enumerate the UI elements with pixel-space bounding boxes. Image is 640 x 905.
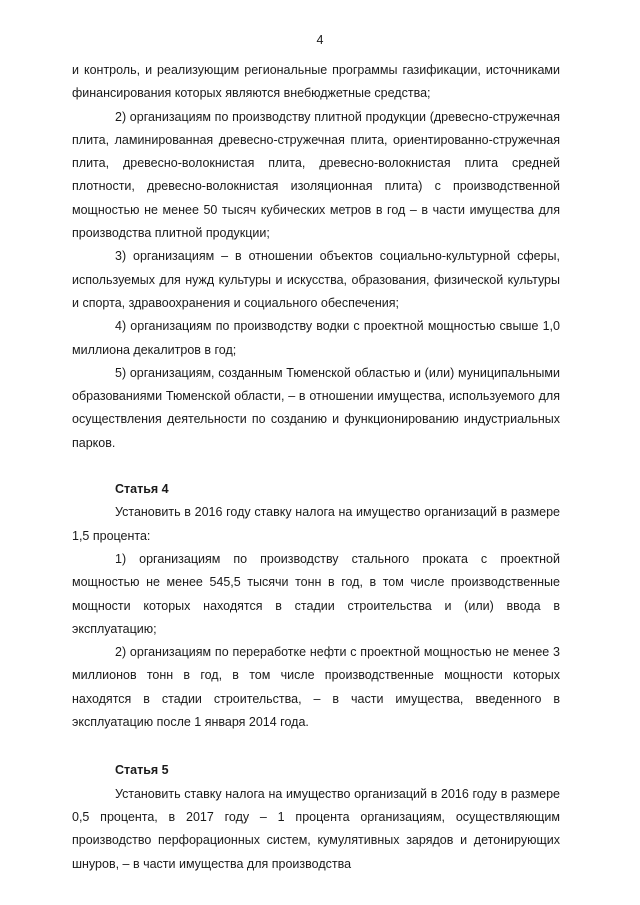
article-4-heading: Статья 4 bbox=[115, 482, 169, 497]
paragraph-item-1-continued: и контроль, и реализующим региональные программы газификации, источниками финансирования которых являются внебюджетные средства; bbox=[72, 63, 560, 101]
article-4-item-1: 1) организациям по производству стального проката с проектной мощностью не менее 545,5 тысячи тонн в год, в том числе производственные мощности которых находятся в стадии строительства и (или) ввода в эксплуатацию; bbox=[72, 551, 560, 636]
article-4-intro: Установить в 2016 году ставку налога на имущество организаций в размере 1,5 процента: bbox=[72, 505, 560, 543]
page-number: 4 bbox=[316, 33, 324, 47]
document-body bbox=[72, 59, 560, 876]
article-5-heading: Статья 5 bbox=[115, 763, 169, 778]
paragraph-item-2: 2) организациям по производству плитной продукции (древесно-стружечная плита, ламинированная древесно-стружечная плита, ориентированно-стружечная плита, древесно-волокнистая плита, древесно-волокнистая плита средней плотности, древесно-волокнистая изоляционная плита) с производственной мощностью не менее 50 тысяч кубических метров в год – в части имущества для производства плитной продукции; bbox=[72, 109, 560, 241]
paragraph-item-5: 5) организациям, созданным Тюменской областью и (или) муниципальными образованиями Тюменской области, – в отношении имущества, используемого для осуществления деятельности по созданию и функционированию индустриальных парков. bbox=[72, 365, 560, 450]
article-4-item-2: 2) организациям по переработке нефти с проектной мощностью не менее 3 миллионов тонн в год, в том числе производственные мощности которых находятся в стадии строительства, – в части имущества, введенного в эксплуатацию после 1 января 2014 года. bbox=[72, 645, 560, 730]
paragraph-item-4: 4) организациям по производству водки с проектной мощностью свыше 1,0 миллиона декалитров в год; bbox=[72, 319, 560, 357]
paragraph-item-3: 3) организациям – в отношении объектов социально-культурной сферы, используемых для нужд культуры и искусства, образования, физической культуры и спорта, здравоохранения и социального обеспечения; bbox=[72, 249, 560, 310]
article-5-text: Установить ставку налога на имущество организаций в 2016 году в размере 0,5 процента, в 2017 году – 1 процента организациям, осуществляющим производство перфорационных систем, кумулятивных зарядов и детонирующих шнуров, – в части имущества для производства bbox=[72, 786, 560, 871]
